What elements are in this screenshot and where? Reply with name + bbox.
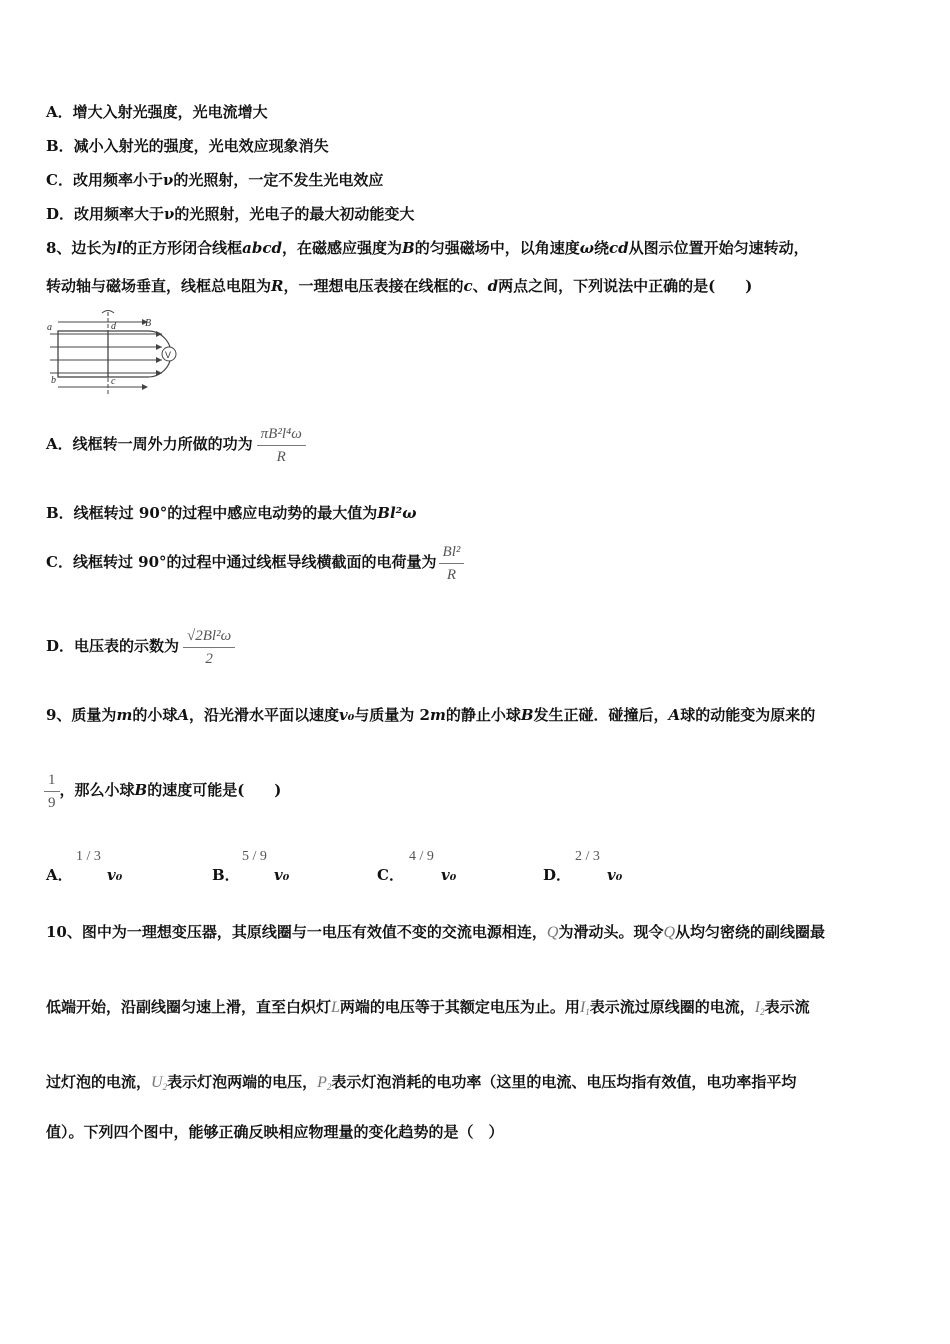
q9-option-c-label: C． bbox=[377, 866, 404, 884]
q9-fraction: $\frac{1}{9}$ bbox=[44, 771, 60, 812]
q10-stem-line2: 低端开始，沿副线圈匀速上滑，直至白炽灯L两端的电压等于其额定电压为止。用$I_1$表示流过原线圈的电流，$I_2$表示流 bbox=[46, 998, 810, 1017]
q9-option-a-frac: 1 / 3 bbox=[76, 849, 101, 864]
q7-option-d: D．改用频率大于ν的光照射，光电子的最大初动能变大 bbox=[46, 205, 415, 223]
q9-option-b-frac: 5 / 9 bbox=[242, 849, 267, 864]
q9-option-b-unit: v₀ bbox=[274, 866, 290, 884]
fig-label-B: B bbox=[145, 318, 152, 329]
q8-figure bbox=[44, 307, 186, 399]
fig-label-c: c bbox=[111, 376, 116, 387]
q9-option-d-frac: 2 / 3 bbox=[575, 849, 600, 864]
q7-option-a: A．增大入射光强度，光电流增大 bbox=[46, 103, 268, 121]
q8-option-a-fraction: $\frac{\text{πB²l⁴ω}}{R}$ bbox=[257, 425, 306, 466]
q8-option-d: D．电压表的示数为 $\frac{\text{√2Bl²ω}}{2}$ bbox=[46, 626, 235, 668]
q8-option-c-fraction: $\frac{\text{Bl²}}{R}$ bbox=[439, 543, 465, 584]
q8-option-a: A．线框转一周外力所做的功为 $\frac{\text{πB²l⁴ω}}{R}$ bbox=[46, 424, 306, 466]
q9-option-d-label: D． bbox=[543, 866, 572, 884]
q9-option-a-label: A． bbox=[46, 866, 73, 884]
q7-option-b: B．减小入射光的强度，光电效应现象消失 bbox=[46, 137, 329, 155]
q9-stem-line1: 9、质量为m的小球A，沿光滑水平面以速度v₀与质量为 2m的静止小球B发生正碰．碰撞后，A球的动能变为原来的 bbox=[46, 706, 816, 724]
q9-stem-line2: $\frac{1}{9}$ ，那么小球B的速度可能是( ) bbox=[46, 770, 281, 812]
q7-option-c: C．改用频率小于ν的光照射，一定不发生光电效应 bbox=[46, 171, 384, 189]
voltmeter-icon: V bbox=[165, 350, 172, 360]
fig-label-d: d bbox=[111, 321, 116, 332]
q9-option-b-label: B． bbox=[212, 866, 240, 884]
q9-option-a-unit: v₀ bbox=[107, 866, 123, 884]
q8-stem-line2: 转动轴与磁场垂直，线框总电阻为R，一理想电压表接在线框的c、d两点之间，下列说法中正确的是( ) bbox=[46, 277, 753, 295]
q9-option-c-frac: 4 / 9 bbox=[409, 849, 434, 864]
q8-option-b: B．线框转过 90°的过程中感应电动势的最大值为Bl²ω bbox=[46, 504, 417, 522]
fig-label-b: b bbox=[51, 375, 56, 386]
q8-option-d-fraction: $\frac{\text{√2Bl²ω}}{2}$ bbox=[183, 627, 235, 668]
q10-stem-line4: 值）。下列四个图中，能够正确反映相应物理量的变化趋势的是（ ） bbox=[46, 1123, 504, 1141]
q8-stem-line1: 8、边长为l的正方形闭合线框abcd，在磁感应强度为B的匀强磁场中，以角速度ω绕cd从图示位置开始匀速转动， bbox=[46, 239, 809, 257]
q9-option-d-unit: v₀ bbox=[607, 866, 623, 884]
q8-option-c: C．线框转过 90°的过程中通过线框导线横截面的电荷量为 $\frac{\text{Bl²}}{R}$ bbox=[46, 542, 464, 584]
fig-label-a: a bbox=[47, 322, 52, 333]
q9-option-c-unit: v₀ bbox=[441, 866, 457, 884]
q10-stem-line1: 10、图中为一理想变压器，其原线圈与一电压有效值不变的交流电源相连，Q为滑动头。现令Q从均匀密绕的副线圈最 bbox=[46, 923, 826, 941]
q10-stem-line3: 过灯泡的电流，$U_2$表示灯泡两端的电压，$P_2$表示灯泡消耗的电功率（这里的电流、电压均指有效值，电功率指平均 bbox=[46, 1073, 797, 1092]
